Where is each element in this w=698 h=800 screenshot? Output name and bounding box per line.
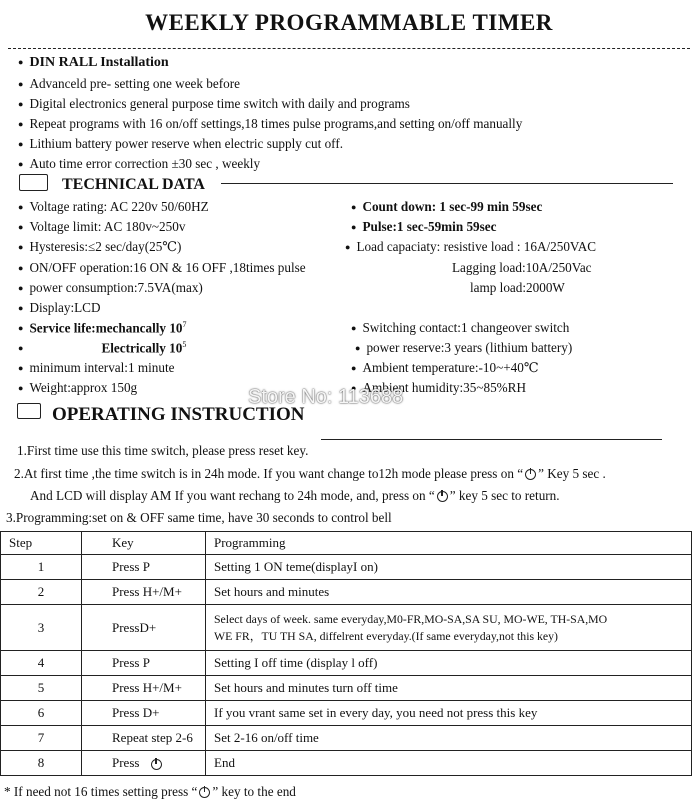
spec-power-consumption: ● power consumption:7.5VA(max) (18, 280, 203, 296)
key-text: Press (112, 755, 140, 770)
instruction-step-3: 3.Programming:set on & OFF same time, have 30 seconds to control bell (6, 510, 392, 525)
spec-count-down: ● Count down: 1 sec-99 min 59sec (351, 199, 542, 215)
document-title: WEEKLY PROGRAMMABLE TIMER (145, 10, 553, 35)
key-cell: PressD+ (82, 605, 206, 651)
key-cell: Press P (82, 555, 206, 580)
instruction-step-2-line2: And LCD will display AM If you want rechang to 24h mode, and, press on “ (30, 488, 435, 503)
power-icon (199, 787, 210, 798)
feature-item: ● Repeat programs with 16 on/off settings,18 times pulse programs,and setting on/off manually (18, 116, 522, 132)
step-cell: 2 (1, 580, 82, 605)
programming-cell: End (206, 751, 692, 776)
power-icon (151, 759, 162, 770)
instruction-step-2-text: 2.At first time ,the time switch is in 24h mode. If you want change to12h mode please press on “ (14, 466, 524, 481)
programming-cell: If you vrant same set in every day, you need not press this key (206, 701, 692, 726)
spec-ambient-humidity: ● Ambient humidity:35~85%RH (351, 380, 526, 396)
table-row (1, 580, 692, 605)
spec-lagging-load: Lagging load:10A/250Vac (452, 260, 592, 275)
feature-item: ● Advanceld pre- setting one week before (18, 76, 240, 92)
table-row (1, 676, 692, 701)
header-step: Step (1, 532, 82, 555)
step-cell: 7 (1, 726, 82, 751)
programming-table (0, 531, 692, 776)
step-cell: 1 (1, 555, 82, 580)
step-cell: 4 (1, 651, 82, 676)
instruction-step-2-tail: ” Key 5 sec . (538, 466, 606, 481)
step-cell: 8 (1, 751, 82, 776)
table-row (1, 651, 692, 676)
section-checkbox-icon (17, 403, 41, 419)
spec-weight: ● Weight:approx 150g (18, 380, 137, 396)
footnote-text: * If need not 16 times setting press “ (4, 784, 198, 799)
power-icon (525, 469, 536, 480)
instruction-step-2 (14, 466, 606, 482)
electrically-exponent: 5 (182, 340, 187, 349)
step-cell: 3 (1, 605, 82, 651)
section-rule (321, 439, 662, 440)
electrically-label: Electrically 10 (101, 340, 183, 356)
operating-instruction-heading: OPERATING INSTRUCTION (52, 404, 305, 425)
table-row (1, 726, 692, 751)
key-cell: Press P (82, 651, 206, 676)
key-cell: Press D+ (82, 701, 206, 726)
table-row (1, 701, 692, 726)
spec-electrically (18, 340, 186, 356)
instruction-step-2-line2-tail: ” key 5 sec to return. (449, 488, 560, 503)
spec-ambient-temperature: ● Ambient temperature:-10~+40℃ (351, 360, 539, 376)
spec-load-capacity: ● Load capaciaty: resistive load : 16A/250VAC (345, 239, 596, 255)
table-row (1, 555, 692, 580)
feature-item: ● Lithium battery power reserve when electric supply cut off. (18, 136, 343, 152)
instruction-step-1: 1.First time use this time switch, please press reset key. (17, 443, 309, 458)
table-header-row (1, 532, 692, 555)
header-key: Key (82, 532, 206, 555)
instruction-step-2-continued (30, 488, 560, 504)
feature-item: ● Digital electronics general purpose time switch with daily and programs (18, 96, 410, 112)
spec-minimum-interval: ● minimum interval:1 minute (18, 360, 174, 376)
footnote (4, 784, 296, 800)
spec-hysteresis: ● Hysteresis:≤2 sec/day(25℃) (18, 239, 181, 255)
programming-cell: Set hours and minutes (206, 580, 692, 605)
spec-onoff-operation: ● ON/OFF operation:16 ON & 16 OFF ,18times pulse (18, 260, 306, 276)
feature-item: ● Auto time error correction ±30 sec , weekly (18, 156, 260, 172)
step-cell: 6 (1, 701, 82, 726)
power-icon (437, 491, 448, 502)
programming-line: Select days of week. same everyday,M0-FR,MO-SA,SA SU, MO-WE, TH-SA,MO (214, 611, 608, 626)
programming-cell: Setting 1 ON teme(displayI on) (206, 555, 692, 580)
programming-cell: Setting I off time (display l off) (206, 651, 692, 676)
key-cell: Repeat step 2-6 (82, 726, 206, 751)
key-cell (82, 751, 206, 776)
store-watermark: Store No: 113688 (248, 386, 404, 408)
section-rule (221, 183, 673, 184)
key-cell: Press H+/M+ (82, 580, 206, 605)
table-row (1, 751, 692, 776)
spec-lamp-load: lamp load:2000W (470, 280, 565, 295)
section-checkbox-icon (19, 174, 48, 191)
spec-display: ● Display:LCD (18, 300, 101, 316)
service-life-label: Service life:mechancally 10 (29, 320, 183, 336)
programming-cell: Set hours and minutes turn off time (206, 676, 692, 701)
spec-pulse: ● Pulse:1 sec-59min 59sec (351, 219, 496, 235)
spec-service-life (18, 320, 187, 336)
table-row (1, 605, 692, 651)
programming-cell: Set 2-16 on/off time (206, 726, 692, 751)
title-divider (8, 48, 690, 49)
spec-power-reserve: ● power reserve:3 years (lithium battery) (355, 340, 572, 356)
footnote-tail: ” key to the end (212, 784, 296, 799)
feature-item: ● DIN RALL Installation (18, 55, 169, 71)
technical-data-heading: TECHNICAL DATA (62, 176, 205, 193)
key-cell: Press H+/M+ (82, 676, 206, 701)
header-programming: Programming (206, 532, 692, 555)
spec-voltage-rating: ● Voltage rating: AC 220v 50/60HZ (18, 199, 209, 215)
service-life-exponent: 7 (182, 320, 187, 329)
step-cell: 5 (1, 676, 82, 701)
programming-cell (206, 605, 692, 651)
spec-voltage-limit: ● Voltage limit: AC 180v~250v (18, 219, 185, 235)
programming-line: WE FR，TU TH SA, diffelrent everyday.(If same everyday,not this key) (214, 628, 558, 643)
spec-switching-contact: ● Switching contact:1 changeover switch (351, 320, 569, 336)
